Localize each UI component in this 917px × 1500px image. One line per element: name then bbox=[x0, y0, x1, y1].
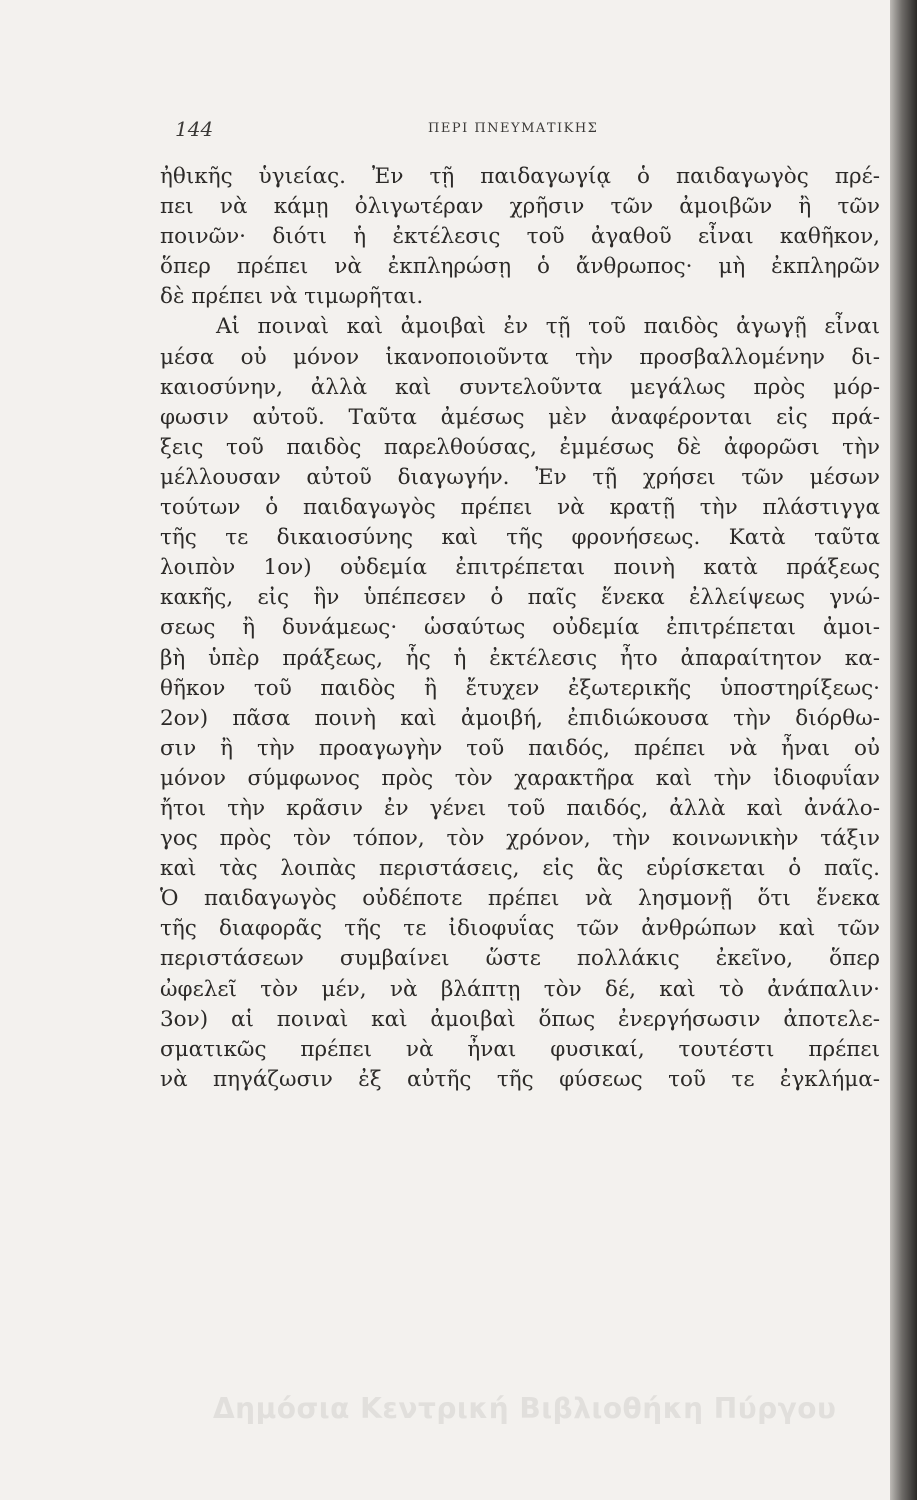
text-line: τῆς τε δικαιοσύνης καὶ τῆς φρονήσεως. Κατὰ ταῦτα bbox=[160, 525, 880, 551]
text-line: ὠφελεῖ τὸν μέν, νὰ βλάπτῃ τὸν δέ, καὶ τὸ ἀνάπαλιν· bbox=[160, 976, 880, 1002]
text-line: ἠθικῆς ὑγιείας. Ἐν τῇ παιδαγωγίᾳ ὁ παιδαγωγὸς πρέ- bbox=[160, 164, 880, 189]
text-line: ἤτοι τὴν κρᾶσιν ἐν γένει τοῦ παιδός, ἀλλὰ καὶ ἀνάλο- bbox=[160, 795, 880, 821]
text-line: θῆκον τοῦ παιδὸς ἢ ἔτυχεν ἐξωτερικῆς ὑποστηρίξεως· bbox=[160, 675, 880, 701]
text-line: ὅπερ πρέπει νὰ ἐκπληρώσῃ ὁ ἄνθρωπος· μὴ ἐκπληρῶν bbox=[160, 254, 880, 280]
text-line: γος πρὸς τὸν τόπον, τὸν χρόνον, τὴν κοινωνικὴν τάξιν bbox=[160, 826, 880, 852]
text-line: σματικῶς πρέπει νὰ ἦναι φυσικαί, τουτέστι πρέπει bbox=[160, 1036, 880, 1062]
text-line: τῆς διαφορᾶς τῆς τε ἰδιοφυΐας τῶν ἀνθρώπων καὶ τῶν bbox=[160, 916, 880, 942]
text-line: λοιπὸν 1ον) οὐδεμία ἐπιτρέπεται ποινὴ κατὰ πράξεως bbox=[160, 555, 880, 581]
text-line: νὰ πηγάζωσιν ἐξ αὐτῆς τῆς φύσεως τοῦ τε ἐγκλήμα- bbox=[160, 1066, 880, 1092]
library-watermark: Δημόσια Κεντρική Βιβλιοθήκη Πύργου bbox=[213, 1392, 837, 1425]
text-line: ξεις τοῦ παιδὸς παρελθούσας, ἐμμέσως δὲ ἀφορῶσι τὴν bbox=[160, 434, 880, 460]
book-binding-edge bbox=[890, 0, 917, 1500]
text-line: μόνον σύμφωνος πρὸς τὸν χαρακτῆρα καὶ τὴν ἰδιοφυΐαν bbox=[160, 765, 880, 791]
text-line: σεως ἢ δυνάμεως· ὡσαύτως οὐδεμία ἐπιτρέπεται ἀμοι- bbox=[160, 615, 880, 641]
text-line: μέσα οὐ μόνον ἱκανοποιοῦντα τὴν προσβαλλομένην δι- bbox=[160, 344, 880, 370]
text-line: πει νὰ κάμῃ ὀλιγωτέραν χρῆσιν τῶν ἀμοιβῶν ἢ τῶν bbox=[160, 194, 880, 220]
text-line: σιν ἢ τὴν προαγωγὴν τοῦ παιδός, πρέπει νὰ ἦναι οὐ bbox=[160, 735, 880, 761]
text-line: 3ον) αἱ ποιναὶ καὶ ἀμοιβαὶ ὅπως ἐνεργήσωσιν ἀποτελε- bbox=[160, 1006, 880, 1032]
text-line: κακῆς, εἰς ἣν ὑπέπεσεν ὁ παῖς ἕνεκα ἐλλείψεως γνώ- bbox=[160, 585, 880, 611]
text-line: 2ον) πᾶσα ποινὴ καὶ ἀμοιβή, ἐπιδιώκουσα τὴν διόρθω- bbox=[160, 705, 880, 731]
text-line: δὲ πρέπει νὰ τιμωρῆται. bbox=[160, 284, 424, 310]
text-line: μέλλουσαν αὐτοῦ διαγωγήν. Ἐν τῇ χρήσει τῶν μέσων bbox=[160, 464, 880, 490]
page-header bbox=[175, 117, 875, 141]
text-line: περιστάσεων συμβαίνει ὥστε πολλάκις ἐκεῖνο, ὅπερ bbox=[160, 946, 880, 972]
text-line: Αἱ ποιναὶ καὶ ἀμοιβαὶ ἐν τῇ τοῦ παιδὸς ἀγωγῇ εἶναι bbox=[216, 314, 880, 340]
text-line: βὴ ὑπὲρ πράξεως, ἧς ἡ ἐκτέλεσις ἦτο ἀπαραίτητον κα- bbox=[160, 645, 880, 671]
text-line: ποινῶν· διότι ἡ ἐκτέλεσις τοῦ ἀγαθοῦ εἶναι καθῆκον, bbox=[160, 224, 880, 250]
text-line: καὶ τὰς λοιπὰς περιστάσεις, εἰς ἃς εὑρίσκεται ὁ παῖς. bbox=[160, 856, 880, 882]
body-text bbox=[160, 162, 880, 1095]
page-number: 144 bbox=[175, 117, 214, 141]
text-line: τούτων ὁ παιδαγωγὸς πρέπει νὰ κρατῇ τὴν πλάστιγγα bbox=[160, 495, 880, 521]
text-line: καιοσύνην, ἀλλὰ καὶ συντελοῦντα μεγάλως πρὸς μόρ- bbox=[160, 374, 880, 400]
running-title: ΠΕΡΙ ΠΝΕΥΜΑΤΙΚΗΣ bbox=[428, 121, 599, 136]
text-line: Ὁ παιδαγωγὸς οὐδέποτε πρέπει νὰ λησμονῇ ὅτι ἕνεκα bbox=[160, 886, 880, 912]
text-line: φωσιν αὐτοῦ. Ταῦτα ἀμέσως μὲν ἀναφέρονται εἰς πρά- bbox=[160, 404, 880, 430]
